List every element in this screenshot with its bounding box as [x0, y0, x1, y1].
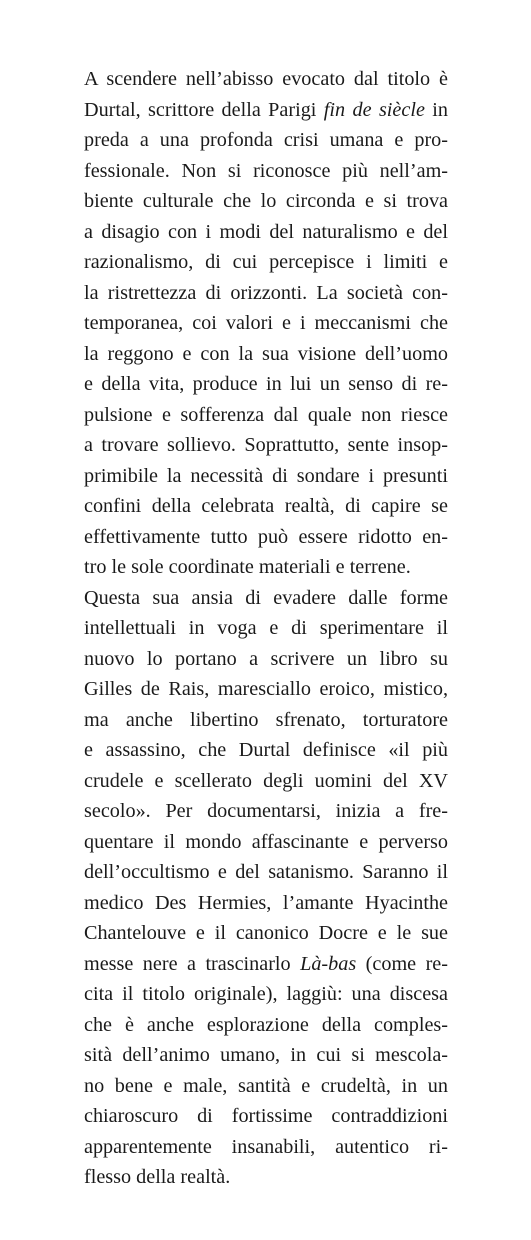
text-line — [84, 522, 448, 553]
text-line — [84, 613, 448, 644]
text-segment: messe nere a trascinarlo — [84, 952, 301, 975]
text-segment: primibile la necessità di sondare i presunti — [84, 464, 448, 487]
text-line — [84, 735, 448, 766]
text-line — [84, 949, 448, 980]
text-segment: e assassino, che Durtal definisce «il più — [84, 739, 448, 761]
text-segment: in — [424, 98, 449, 121]
text-segment: e della vita, produce in lui un senso di re- — [84, 373, 448, 395]
text-segment: chiaroscuro di fortissime contraddizioni — [84, 1105, 448, 1127]
text-line — [84, 1162, 448, 1193]
text-line — [84, 64, 448, 95]
text-segment: la reggono e con la sua visione dell’uomo — [84, 342, 448, 365]
text-line — [84, 217, 448, 248]
text-segment: flesso della realtà. — [84, 1166, 231, 1188]
text-segment: Gilles de Rais, maresciallo eroico, mistico, — [84, 678, 448, 700]
paragraph — [84, 64, 448, 583]
text-segment: dell’occultismo e del satanismo. Saranno il — [84, 861, 448, 883]
text-segment: cita il titolo originale), laggiù: una discesa — [84, 983, 448, 1005]
text-line — [84, 888, 448, 919]
text-line — [84, 491, 448, 522]
text-line — [84, 583, 448, 614]
text-line — [84, 186, 448, 217]
text-segment: tro le sole coordinate materiali e terrene. — [84, 556, 411, 578]
text-segment: medico Des Hermies, l’amante Hyacinthe — [84, 891, 448, 914]
text-segment: ma anche libertino sfrenato, torturatore — [84, 708, 448, 731]
italic-text: Là-bas — [300, 952, 357, 975]
book-blurb-text — [84, 64, 448, 1193]
text-line — [84, 705, 448, 736]
text-segment: quentare il mondo affascinante e perverso — [84, 830, 448, 853]
text-segment: a trovare sollievo. Soprattutto, sente insop- — [84, 434, 448, 456]
text-line — [84, 95, 448, 126]
text-segment: preda a una profonda crisi umana e pro- — [84, 129, 448, 151]
text-line — [84, 674, 448, 705]
text-segment: (come re- — [356, 952, 448, 975]
text-segment: biente culturale che lo circonda e si trova — [84, 190, 448, 212]
text-line — [84, 1132, 448, 1163]
text-line — [84, 1101, 448, 1132]
text-segment: crudele e scellerato degli uomini del XV — [84, 769, 448, 792]
text-segment: fessionale. Non si riconosce più nell’am- — [84, 159, 448, 182]
text-segment: Chantelouve e il canonico Docre e le sue — [84, 922, 448, 944]
text-line — [84, 1040, 448, 1071]
text-segment: apparentemente insanabili, autentico ri- — [84, 1135, 448, 1158]
text-line — [84, 766, 448, 797]
text-line — [84, 369, 448, 400]
text-line — [84, 857, 448, 888]
text-segment: temporanea, coi valori e i meccanismi che — [84, 312, 448, 334]
paragraph — [84, 583, 448, 1193]
text-segment: che è anche esplorazione della comples- — [84, 1013, 448, 1036]
text-line — [84, 247, 448, 278]
text-line — [84, 461, 448, 492]
text-segment: nuovo lo portano a scrivere un libro su — [84, 647, 448, 670]
italic-text: fin de siècle — [323, 98, 425, 121]
text-line — [84, 1010, 448, 1041]
text-segment: confini della celebrata realtà, di capire se — [84, 495, 448, 517]
text-segment: Durtal, scrittore della Parigi — [84, 98, 324, 121]
text-segment: pulsione e sofferenza dal quale non riesce — [84, 403, 448, 426]
text-segment: Questa sua ansia di evadere dalle forme — [84, 586, 448, 609]
text-line — [84, 1071, 448, 1102]
text-segment: A scendere nell’abisso evocato dal titolo è — [84, 68, 448, 90]
text-segment: la ristrettezza di orizzonti. La società con- — [84, 281, 448, 304]
text-segment: sità dell’animo umano, in cui si mescola- — [84, 1044, 448, 1066]
text-line — [84, 552, 448, 583]
text-segment: intellettuali in voga e di sperimentare il — [84, 617, 448, 639]
text-line — [84, 339, 448, 370]
text-line — [84, 156, 448, 187]
text-line — [84, 400, 448, 431]
text-line — [84, 979, 448, 1010]
text-line — [84, 278, 448, 309]
text-line — [84, 308, 448, 339]
text-line — [84, 125, 448, 156]
text-line — [84, 430, 448, 461]
text-line — [84, 827, 448, 858]
text-segment: a disagio con i modi del naturalismo e del — [84, 220, 448, 243]
text-segment: effettivamente tutto può essere ridotto en- — [84, 525, 448, 548]
text-segment: razionalismo, di cui percepisce i limiti e — [84, 251, 448, 273]
text-segment: secolo». Per documentarsi, inizia a fre- — [84, 800, 448, 822]
text-segment: no bene e male, santità e crudeltà, in un — [84, 1074, 448, 1097]
text-line — [84, 796, 448, 827]
text-line — [84, 918, 448, 949]
text-line — [84, 644, 448, 675]
